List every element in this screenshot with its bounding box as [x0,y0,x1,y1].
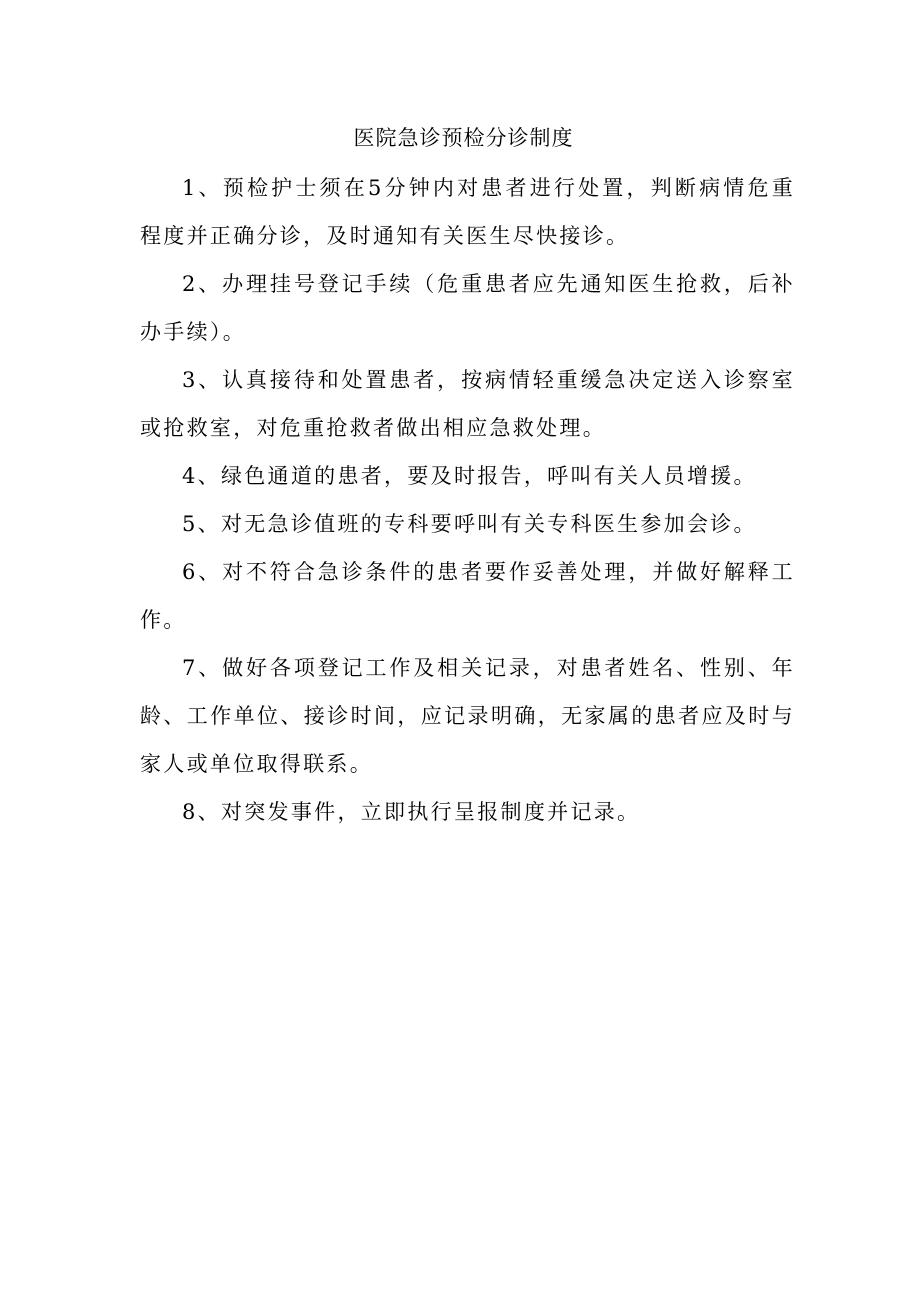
paragraph-7: 7、做好各项登记工作及相关记录，对患者姓名、性别、年龄、工作单位、接诊时间，应记录明确，无家属的患者应及时与家人或单位取得联系。 [140,656,795,776]
paragraph-3: 3、认真接待和处置患者，按病情轻重缓急决定送入诊察室或抢救室，对危重抢救者做出相应急救处理。 [140,368,795,440]
paragraph-4: 4、绿色通道的患者，要及时报告，呼叫有关人员增援。 [182,464,757,488]
paragraph-6: 6、对不符合急诊条件的患者要作妥善处理，并做好解释工作。 [140,560,795,632]
paragraph-2: 2、办理挂号登记手续（危重患者应先通知医生抢救，后补办手续）。 [140,272,795,344]
paragraph-1: 1、预检护士须在5分钟内对患者进行处置，判断病情危重程度并正确分诊，及时通知有关医生尽快接诊。 [140,176,795,248]
document-title: 医院急诊预检分诊制度 [353,126,574,150]
document-body [140,118,795,836]
paragraph-5: 5、对无急诊值班的专科要呼叫有关专科医生参加会诊。 [182,512,757,536]
paragraph-8: 8、对突发事件，立即执行呈报制度并记录。 [182,800,641,824]
